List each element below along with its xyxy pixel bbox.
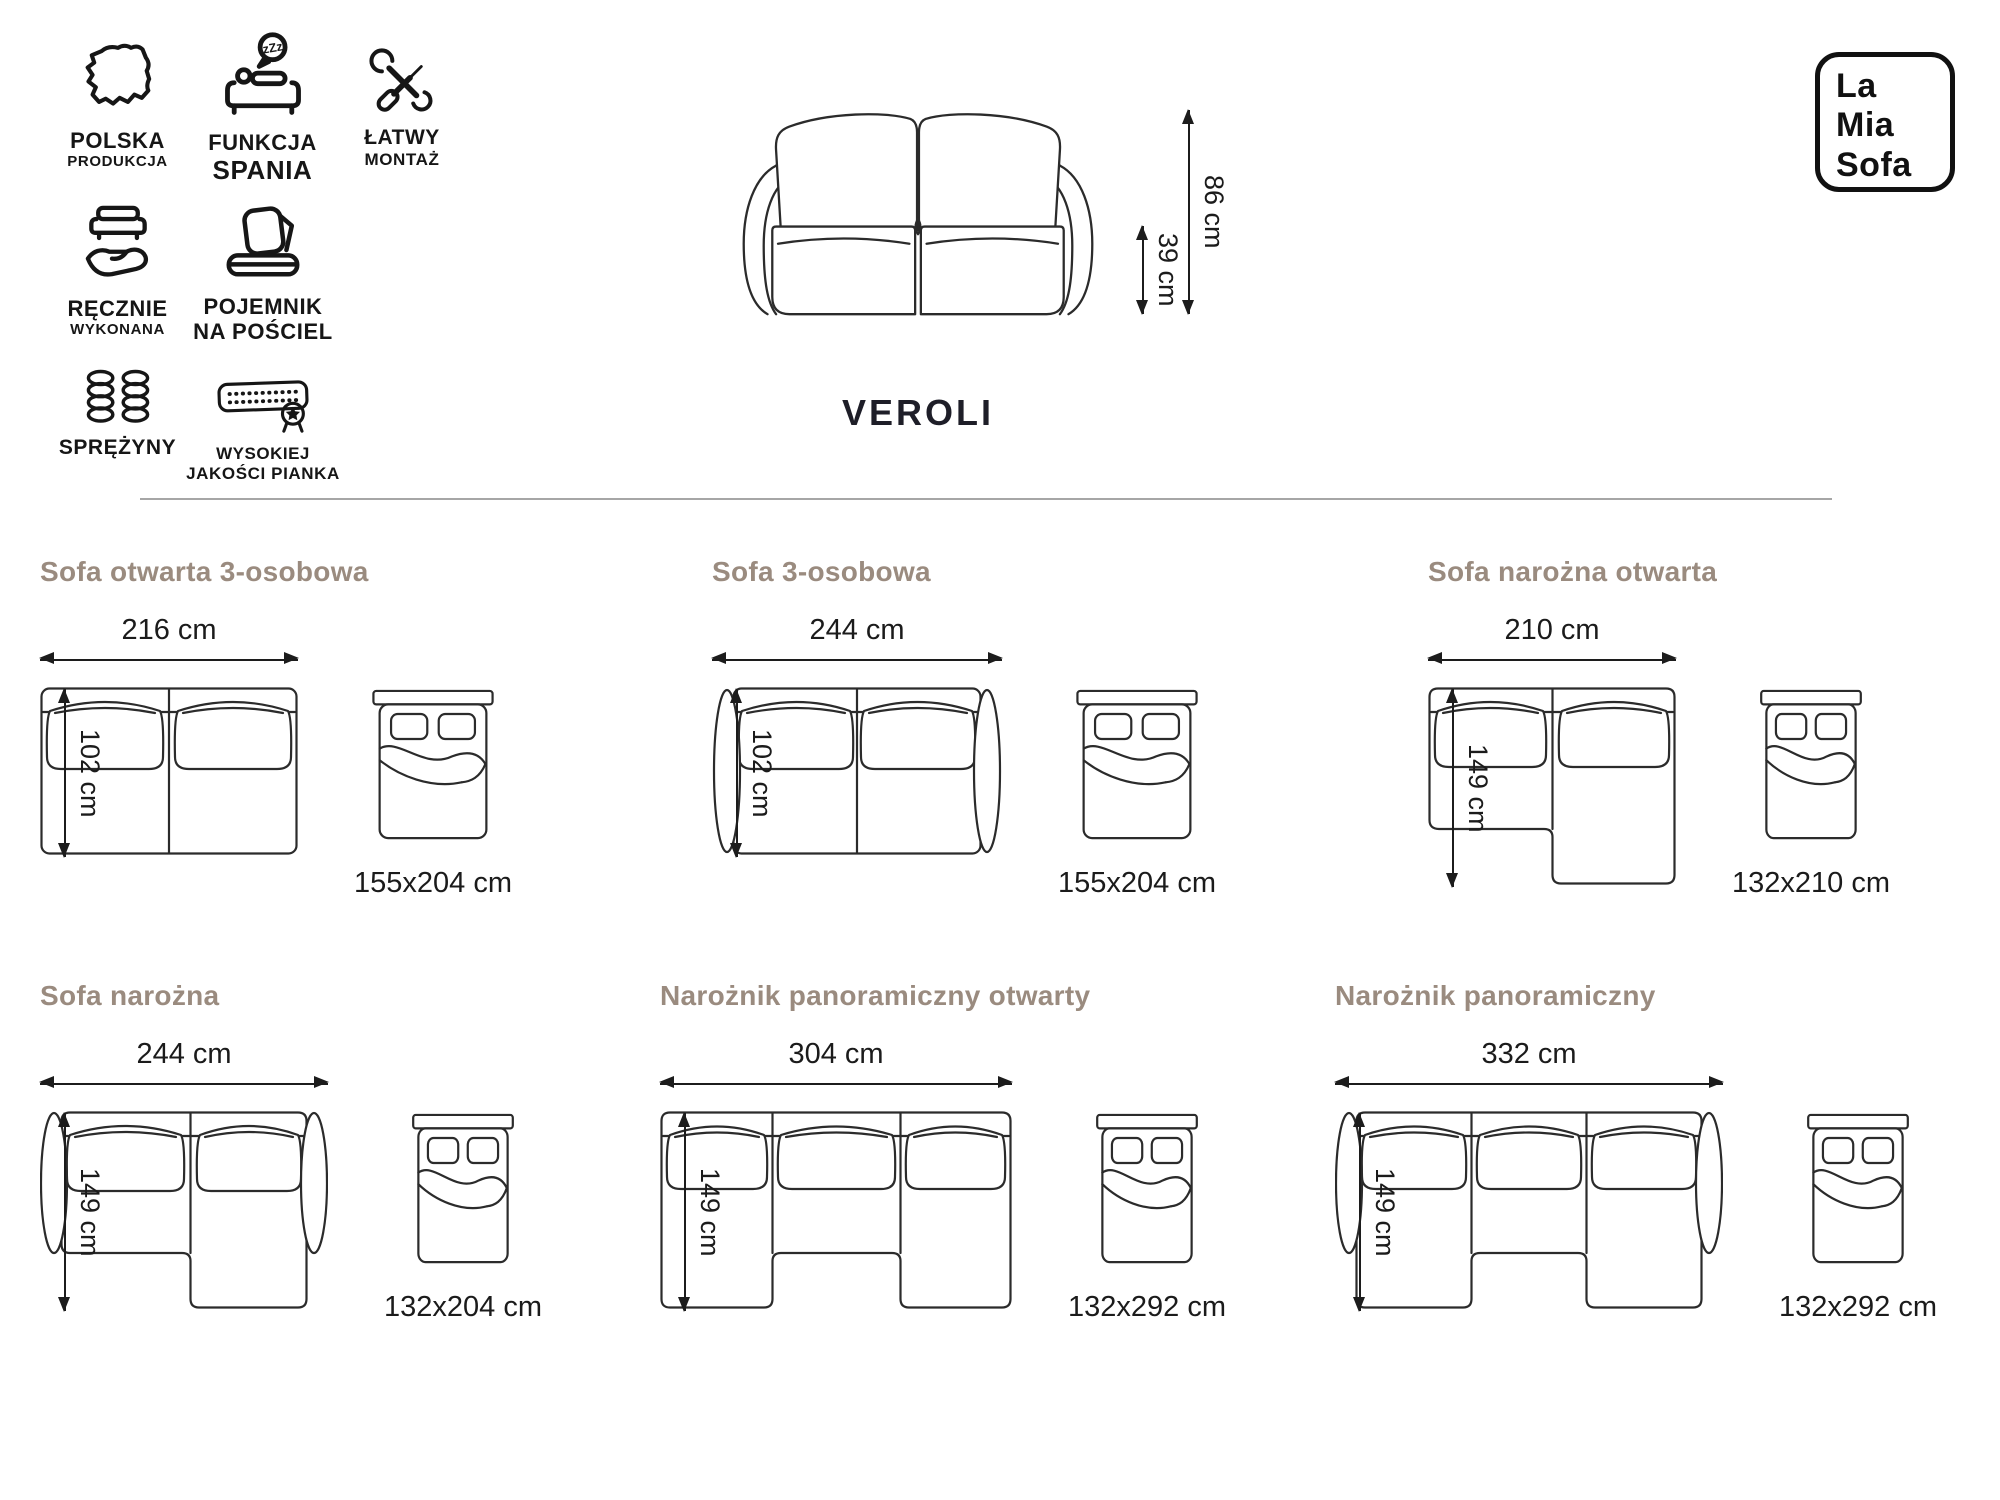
brand-logo [1815, 52, 1955, 192]
vertical-arrow [64, 1113, 66, 1311]
feature-subtitle: NA POŚCIEL [193, 319, 333, 345]
depth-dimension [64, 1113, 105, 1311]
feature-subtitle: SPANIA [212, 155, 313, 186]
depth-dimension [1452, 689, 1493, 887]
width-dimension [660, 1038, 1012, 1085]
depth-label: 149 cm [1463, 743, 1493, 833]
feature-wysokiej-jakosci-pianka [158, 372, 368, 484]
feature-pojemnik-na-posciel [168, 196, 358, 346]
variant-sofa-3-osobowa [712, 556, 1292, 900]
brand-line: Mia [1836, 106, 1895, 145]
depth-label: 149 cm [75, 1167, 105, 1257]
variant-sofa-narozna [40, 980, 620, 1324]
bed-size-label: 132x204 cm [384, 1291, 542, 1323]
depth-label: 149 cm [695, 1167, 725, 1257]
variant-title: Sofa narożna otwarta [1428, 556, 1718, 587]
depth-dimension [736, 689, 777, 857]
vertical-arrow [1359, 1113, 1361, 1311]
feature-title: RĘCZNIE [67, 296, 168, 321]
depth-label: 149 cm [1370, 1167, 1400, 1257]
variant-naroznik-panoramiczny-otwarty [660, 980, 1290, 1324]
bed-size [1058, 689, 1216, 900]
tools-icon [365, 44, 439, 118]
hand-sofa-icon [75, 200, 161, 288]
variant-title: Sofa 3-osobowa [712, 556, 931, 587]
variant-sofa-otwarta-3-osobowa [40, 556, 600, 900]
feature-title: POLSKA [70, 128, 165, 153]
depth-label: 102 cm [747, 728, 777, 818]
vertical-arrow [64, 689, 66, 857]
feature-title: SPRĘŻYNY [58, 436, 177, 459]
horizontal-arrow [40, 659, 298, 661]
foam-quality-icon [202, 372, 324, 436]
width-dimension [1428, 614, 1676, 661]
variant-title: Sofa otwarta 3-osobowa [40, 556, 369, 587]
variant-title: Narożnik panoramiczny [1335, 980, 1656, 1011]
width-label: 216 cm [121, 614, 217, 646]
bed-drawing [1096, 1113, 1198, 1265]
variant-title: Sofa narożna [40, 980, 220, 1011]
bed-size [354, 689, 512, 900]
bed-size [384, 1113, 542, 1324]
variant-title: Narożnik panoramiczny otwarty [660, 980, 1091, 1011]
feature-title: FUNKCJA [208, 130, 317, 155]
depth-dimension [64, 689, 105, 857]
horizontal-arrow [660, 1083, 1012, 1085]
horizontal-arrow [712, 659, 1002, 661]
vertical-arrow [1142, 226, 1144, 314]
vertical-arrow [684, 1113, 686, 1311]
width-label: 332 cm [1481, 1038, 1577, 1070]
total-height-label: 86 cm [1199, 175, 1229, 249]
seat-height-dimension [1142, 226, 1183, 314]
feature-subtitle: JAKOŚCI PIANKA [186, 463, 340, 483]
horizontal-arrow [40, 1083, 328, 1085]
width-label: 244 cm [136, 1038, 232, 1070]
zzz-text: zZz [261, 39, 284, 57]
vertical-arrow [736, 689, 738, 857]
width-dimension [1335, 1038, 1723, 1085]
product-title: VEROLI [841, 392, 994, 433]
bed-drawing [1760, 689, 1862, 841]
bed-drawing [1807, 1113, 1909, 1265]
bed-drawing [1076, 689, 1198, 841]
springs-icon [78, 368, 158, 428]
vertical-arrow [1452, 689, 1454, 887]
horizontal-arrow [1428, 659, 1676, 661]
bed-drawing [412, 1113, 514, 1265]
bed-size-label: 132x292 cm [1779, 1291, 1937, 1323]
brand-line: Sofa [1836, 145, 1912, 184]
width-label: 210 cm [1504, 614, 1600, 646]
bed-size [1779, 1113, 1937, 1324]
seat-height-label: 39 cm [1153, 233, 1183, 307]
width-label: 244 cm [809, 614, 905, 646]
feature-subtitle: WYKONANA [70, 321, 165, 339]
vertical-arrow [1188, 110, 1190, 314]
bed-size-label: 132x292 cm [1068, 1291, 1226, 1323]
horizontal-arrow [1335, 1083, 1723, 1085]
variant-naroznik-panoramiczny [1335, 980, 1985, 1324]
depth-dimension [1359, 1113, 1400, 1311]
bed-size-label: 132x210 cm [1732, 867, 1890, 899]
bed-size-label: 155x204 cm [1058, 867, 1216, 899]
feature-title: POJEMNIK [203, 294, 323, 319]
depth-label: 102 cm [75, 728, 105, 818]
width-dimension [712, 614, 1002, 661]
feature-subtitle: PRODUKCJA [67, 153, 168, 171]
bedding-container-icon [218, 196, 308, 286]
variant-sofa-narozna-otwarta [1428, 556, 1988, 900]
sofa-front-drawing [718, 78, 1118, 318]
bed-drawing [372, 689, 494, 841]
feature-title: WYSOKIEJ [216, 444, 310, 463]
width-dimension [40, 614, 298, 661]
sleep-function-icon [215, 30, 311, 122]
width-dimension [40, 1038, 328, 1085]
poland-map-icon [77, 38, 159, 120]
depth-dimension [684, 1113, 725, 1311]
bed-size [1068, 1113, 1226, 1324]
bed-size-label: 155x204 cm [354, 867, 512, 899]
brand-line: La [1836, 67, 1877, 105]
feature-subtitle: MONTAŻ [364, 150, 440, 170]
feature-title: ŁATWY [364, 126, 440, 149]
total-height-dimension [1188, 110, 1229, 314]
feature-latwy-montaz [322, 44, 482, 171]
width-label: 304 cm [788, 1038, 884, 1070]
divider-line [140, 498, 1832, 500]
bed-size [1732, 689, 1890, 900]
